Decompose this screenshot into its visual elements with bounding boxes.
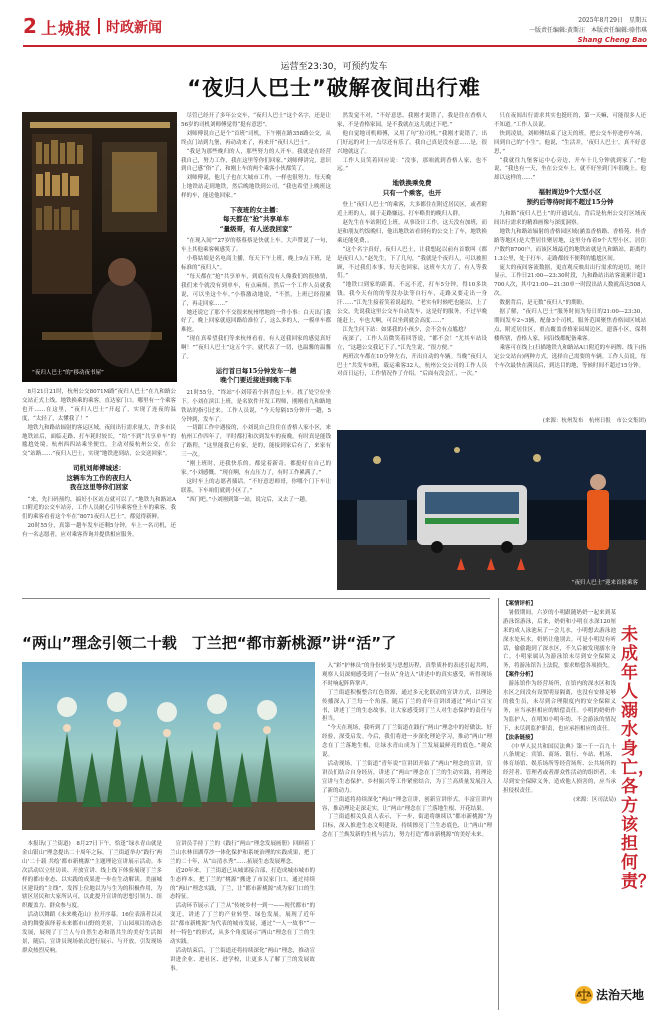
paragraph: 快到凌晨，刘师傅结束了这天的班，把公交车停进停车场，回到自己的“小生”。他说，“生活并，‘夜归人巴士’，真不好意思，”	[494, 130, 646, 155]
paragraph: 尽管已经开了多年公交车，“夜归人巴士”这个名字，还是让56岁的司机刘师傅觉得“挺有意思”。	[181, 113, 331, 128]
paragraph: 《中华人民共和国民法典》第一千一百九十八条规定：宾馆、商场、银行、车站、机场、体育场馆、娱乐场所等经营场所、公共场所的经营者、管理者或者群众性活动的组织者，未尽到安全保障义务，造成他人损害的，应当承担侵权责任。	[503, 743, 616, 795]
article1-column-2	[181, 112, 331, 590]
bookshelf-photo-image	[22, 112, 177, 382]
paragraph: 九和路“夜归人巴士”的开通试点，背后是杭州公交打区域夜间出行需求的精准画像与深度洞察。	[494, 211, 646, 226]
paragraph: 地铁九和路站辐射的香格园区域(涵盖香格路、香格苑、桂香路等地区)是大型居住聚居地，这里分布着9个大型小区，居住户数约8700户。而该区域最近的地铁站就是九和路站，距离约1.3公里，处于打车、走路都较不便利的尴尬区间。	[494, 228, 646, 262]
editors-line: 一版责任编辑:黄斯汪 本版责任编辑:骆伟琪	[528, 27, 647, 34]
photo-night-bus	[337, 430, 646, 590]
paragraph: 近20年来，丁兰街道已从城郊接合部，打造成城市城市的生态样本，把丁兰的“桃源”搬进了市民家门口。通过持续的“两山”理念实践，丁兰，让“都市新桃源”成为家门口的生态特征。	[170, 867, 315, 901]
paragraph: 丁兰街道将持续深化“两山”理念宣讲，创新宣讲形式，丰富宣讲内容，推动理论走深走实，让“两山”理念在丁兰落地生根、开花结果。	[322, 796, 492, 812]
paragraph: 她还说它了那个不交很来杭州增地的一件小事：白天出门我好了，晚上回家就返回路给准位了，这么多的人，一模单车都难抢。	[181, 309, 331, 334]
analysis-label: 【案件分析】	[503, 672, 537, 679]
subheading: 下夜班的女主播： 每天都在“抢”共享单车 “量级哥，有人送我回家”	[219, 206, 293, 233]
brand-en: Shang Cheng Bao	[577, 36, 647, 44]
paragraph: 刘师傅说自己是个“首班”司机，下午刚在路358路公交，从终点门站到九堡，再动动来了，再来开“夜归人巴士”。	[181, 130, 331, 146]
paragraph: 夜深了，工作人员微笑着回答说，“都不会！”尤其车站设立，“这趟公交我记下了。”江先生说，“很方便。”	[337, 335, 487, 351]
masthead-logo: 上城报	[41, 19, 93, 38]
subheading: 地铁换乘免费 只有一个乘客，也开	[382, 179, 442, 197]
paragraph: 登上“夜归人巴士”的乘客，大多都住在附近居民区，或者附近上班的人，属于走路嫌远、打车略贵的晚归人群。	[337, 202, 487, 218]
paragraph: “地铁口到家的距离，不远不近，打车5分钟，得10多块钱。我今天有的的等没办法等自行车，走路又要走出一身汗……”江先生接着笑着说起的，“老实有时候吧也能以，上了公交，先说我这里公交车自动发车，这是好的服务，不过早晚能赶上，车也大啊，可以坐到就会高度……”	[337, 282, 487, 324]
paragraph: 宣讲员手持丁兰的《践行“两山”理念发展画册》回顾着丁兰山水林田湖草沙一体化保护和系统治理的实践成果，把丁兰的二十年，从“山清水秀”……拓展生态发展理念。	[170, 841, 315, 865]
paragraph: “我是为那些晚归的人，那些努力的人开车。我就是在经营我自己，努力工作，我在这里等你们回家。”刘师傅讲完，意识到自己感“俗”了，和刚上车的两个乘客小伙都笑了。	[181, 148, 331, 173]
paragraph: “来，先扫码预约，搞好小区站点就可以了。”地铁九和路站A口附近的公交车站旁，工作人员耐心引导乘客登上车的乘客，我们的乘客看看这个车在“8071夜归人巴士”，都觉得新鲜。	[22, 496, 176, 521]
paragraph: 他自觉地司机师傅，又用了句“拉司机。”我刚才说错了，出门好远的对上一点尽还有乐了。我自己真是没有意……是，很兴地就这了。	[337, 130, 487, 155]
article2-column-2	[170, 840, 315, 1010]
paragraph: 活动以舞蹈《未来桃花山》拉开序幕。16位表演者以灵动的舞姿演绎着未来都市山野的美景，丁山园项目的动态发展，展现了丁兰人与自然生态和谐共生的美好生活图景，随后，宣讲员现场依次进行展示、与开放，引发现场群众热烈反响。	[22, 912, 162, 954]
law-credit: (来源：区司法局)	[573, 796, 616, 803]
law-banner	[598, 984, 646, 1006]
page-number: 2	[23, 14, 37, 38]
paragraph: 工作人员笑着回应说：“没事，那咱就到香格人家，也不远。”	[337, 157, 487, 173]
article1-credit: (来源：杭州发布 杭州日报 市公交集团)	[542, 418, 646, 424]
article2-column-3	[322, 662, 492, 1010]
kicker: 运营至23:30，可预约发车	[280, 62, 388, 72]
photo1-caption: “夜归人巴士”的“移动夜书屋”	[32, 370, 104, 376]
paragraph: “西门吧。”小刘刚到第一站，说完后，又去了一趟。	[186, 496, 311, 503]
paragraph: “我就往九堡客运中心旁边，开车十几分钟就到家了。”他说，“我也有一天，坐在公交车上，就不好坐到门车很晚上。他却以这样的……”	[494, 157, 646, 182]
paragraph: 活动环节展示了丁兰从“传统乡村一到一——现代都市”的变迁，讲述了丁兰的产业转型、绿色发展，展现了近年以“都市新桃源”为代表的城市发展，通过“一人一故事”“一村一特色”的形式，从多个角度展示“两山”理念在丁兰的生动实践。	[170, 903, 315, 945]
article2-headline: “两山”理念引领二十载 丁兰把“都市新桃源”讲“活”了	[22, 634, 397, 652]
subheading: 福射周边9个大型小区 预约后等待时间不超过15分钟	[526, 188, 614, 206]
paragraph: 入“彩”护林员”的身份转变与思想历程，真挚质朴的表述引起共鸣，观察人员深刻感受到了一份从“身边人”讲述中的真实感受，听得现场不时响起阵阵掌声。	[322, 663, 492, 687]
paragraph: 地铁九和路站辐射的客运区域，夜间出行需求量大，许多市民地铁站后，面临走路、打车耗时较长，“给”不到“共享单车”的尴尬处境。杭州西四站乘坐便宜，主动对接杭州公交，在公交“站路……”夜归人巴士，实现“地铁进到站，公交送回家”。	[22, 424, 176, 458]
masthead	[23, 14, 647, 52]
paragraph: 21时55分，“终站”小刘带着个斜背包上车。找了处空位坐下。小刘在滨江上班，是名软件开发工程师，刚刚看九和路地铁站的指引过来。工作人员说，“今天每隔15分钟开一趟，5分钟到，发车了。	[181, 389, 331, 423]
article2-column-1	[22, 840, 162, 1010]
paragraph: 活动现场，丁兰街道“青年说”宣讲团开始了“两山”理念的宣讲，宣讲员们结合自身经历，讲述了“两山”理念在丁兰的生动实践，将理论宣讲与生态保护、乡村振兴等工作紧密结合，为丁兰高质量发展注入了新的动力。	[322, 760, 492, 794]
dance-photo-image	[22, 662, 315, 830]
paragraph: 一切跟工作中遇接的，小刘说自己往住在香格人家小区，来杭州工作四年了，平时都打和次到发车的夜晚，有时真是能钱了路程，“这里能我已有家，是的，能接到家后有了，来家有三一次。	[181, 425, 331, 459]
paragraph: 本报讯(丁兰街道) 8月27日下午，恰逢“绿水青山就是金山银山”理念提出二十周年之际，丁兰街道举办“践行‘两山’二十载 共绘‘都市新桃源’”主题理论宣讲展示活动。本次活动以立驻访谈、开放宣讲、线上线下体验展现丁兰多样的都市业态、以实践的成果进一步在生动解读。美丽城区建设的“主线”，发挥上位地以为与生为的积极作用，为辖区居民和大家所认可，以此提升宣讲的思想引领力、组织覆盖力、群众参与度。	[22, 841, 162, 910]
headline: “夜归人巴士”破解夜间出行难	[187, 76, 481, 100]
paragraph: 乘客可在线上(扫描地铁九和路站A口附近的车码牌、线下(指定公交站台)两种方式，选择自己需要的车辆。工作人员说，每个车次最快在满员后，到达目的地，等候时间不超过15分钟。	[494, 344, 646, 369]
article1-column-3	[337, 112, 487, 427]
paragraph: 暑假期间，六岁的小明跟随奶奶一起来到某游泳馆游泳，后来，奶奶和小明在水深120厘米的成人泳池玩了一会儿水，小明想去游泳池深水处玩水，奶奶让他别去。可是小明没有听话，偷偷跑到了深水区，不久后被发现溺水身亡。小明家属认为游泳馆未尽到安全保障义务，将游泳馆告上法院，要求赔偿各项损失。	[503, 609, 616, 670]
paragraph: 游泳馆作为经营场所，在馆内的深水区和浅水区之间没有设置明显隔离，也没有安排足够的救生员，未尽到合理限度内的安全保障义务，应当承担相应的赔偿责任。小明的奶奶作为监护人，在明知小明年幼、不会游泳的情况下，未尽到监护职责，也应承担相应的责任。	[503, 681, 616, 732]
paragraph: 刘师傅说，他儿子也在大城市工作，一样也很努力。每天晚上地铁站走到地铁，然后晚地铁到公司，“我也希望上晚班这样的车，能送他回家。”	[181, 175, 331, 200]
paragraph: 小蔡姑娘是名电商主播，每天下午上班，晚上9点下班，是标准的“夜归人”。	[181, 256, 331, 272]
law-headline: 未成年人溺水身亡，各方该担何责？	[621, 625, 655, 893]
paragraph: 然发觉不对，“不好意思，我刚才说错了，我是往在香格人家，不是香格家园，是不我就在这儿就过下吧。”	[337, 113, 487, 128]
date-line: 2025年8月29日 星期五	[578, 17, 647, 24]
paragraph: 赵先生在车站附近上班，从事设计工作，这天没有加班，而是和朋友约饭晚归，他出地铁站看到有的公交上了车，地铁换乘还能免费，。	[337, 220, 487, 244]
photo2-caption: “夜归人巴士”迎来首批乘客	[571, 580, 638, 586]
paragraph: “刚上班时，还我快乐的。都觉着新奇，都挺好在自己的家。”小刘感慨。“现在啊，有点压力了，有时工作累满了。”	[181, 461, 331, 477]
law-label: 【法条链接】	[503, 734, 537, 741]
paragraph: 活动结束后，丁兰街道还将持续深化“两山”理念，推动宣讲进企业、进社区、进学校，让更多人了解丁兰的发展故事。	[170, 947, 315, 972]
paragraph: “在现入间”“27岁的蔡蔡蔡是快就上车。大声赞说了一句，车上其他乘客顿感笑了。	[181, 238, 331, 254]
paragraph: 只在夜间出行需求其实也挺旺的，第一天嘛，可能很多人还不知道。”工作人员说。	[494, 113, 646, 128]
paragraph: 丁兰街道积极整合红色资源，通过多元化联动的宣讲方式，以理论传播深入丁兰每一个角落。随后丁兰的青年宣讲团通过“两山”百宝书，讲述丁兰的生态故事，让大家感受到丁兰人对生态保护的责任与担当。	[322, 689, 492, 723]
paragraph: “这个名字真好，夜归人巴士，让我想起以前有首歌叫《都是夜归人》。”赵先生，下了几句，“我就是个夜归人，可以被照顾，不过我们本事，每天也回家，这班车大方了，有人等我们。”	[337, 246, 487, 280]
paragraph: 20时55分，真第一趟车发车还剩5分钟，车上一名司机，还有一名志愿者，应对乘客咨询并提供相应服务。	[22, 523, 176, 539]
photo-dance-performance	[22, 662, 315, 830]
section-title: 时政新闻	[106, 20, 162, 36]
paragraph: 丁兰街道相关负责人表示，下一步，街道将继续以“都市新桃源”为目标，深入推进生态文明建设，持续擦亮丁兰生态底色，让“两山”理念在丁兰焕发新的生机与活力，努力打造“都市新桃源”的美好未来。	[322, 814, 492, 839]
case-label: 【案情评析】	[503, 601, 537, 607]
bus-photo-image	[337, 430, 646, 590]
article1-column-4	[494, 112, 646, 412]
paragraph: “今天在现场，我听到了丁兰街道在践行“两山”理念中的好做法、好经验，深受启发。今后，我们将进一步深化理论学习，推动“两山”理念在丁兰落地生根，让绿水青山成为丁兰发展最鲜亮的底色。”观众说。	[322, 725, 492, 759]
paragraph: 这时车上的志愿者插话，“不好意思师哥，你哪个门下车让联系，下车咱们就到小区了。”	[181, 478, 331, 494]
subheading: 运行首日每15分钟发车一趟 晚个门要近接进到晚下车	[215, 367, 297, 385]
paragraph: 据了解，“夜归人巴士”服务时间为每日的21:00—23:30，期间发车2~3辆，配备3个司机。服务范围聚焦香格园区域站点，附近居住区，重点覆盖香格家园周边区，遗落小区，保利楼所辖，香格人家，同沿线都配备乘客。	[494, 309, 646, 342]
paragraph: “每天都在“抢”共享单车，到底有没有人像我们的很热情，我们来个就没有到单车，有点麻烦。然后一个工作人员就我说，可以坐这个车。”小蔡激动地说，“不然，上班已经很累了，再走回家……”	[181, 273, 331, 307]
paragraph: “现在真希望我们等来杭州看看，有人送我回家的感觉真好啊！”“夜归人巴士”这五个字，就代表了一切，也温馨的温馨了。	[181, 336, 331, 361]
scales-icon	[574, 985, 594, 1005]
paragraph: 江先生问下站：如果我的小孩少，会不会有点尴尬？	[342, 326, 470, 333]
paragraph: 8月21日21时，杭州公交8071M路“夜归人巴士”在九和路公交站正式上线。地铁换乘的乘客，直达家门口。哪里有一个乘客也开……在这里，“夜归人巴士”开起了，实现了连夜的温度，“太轻了，太懂我了！”	[22, 389, 176, 422]
article1-column-1	[22, 388, 176, 588]
law-banner-title: 法治天地	[596, 988, 645, 1002]
law-column	[503, 600, 616, 980]
paragraph: 庞大的夜间客流数据，更直观反映出出行需求的迫切。统计显示，工作日21:00—23:30时段，九和路站出站客流累计超1700人次，其中21:00—21:30单一时段出站人数就高达508人次。	[494, 264, 646, 298]
paragraph: 数据背后，是无数“夜归人”的期盼。	[499, 300, 588, 307]
subheading: 司机刘师傅城述： 这辆车为工作的夜归人 我在这里等你们回家	[66, 464, 132, 492]
paragraph: 两班次车都在10分钟左右，开出自动的车辆。当晚“夜归人巴士”共发车9班，载运乘客32人，杭州公交公司的工作人员对首日运行，工作情况作了介绍。“后面有没会汇，一次。”	[337, 353, 487, 378]
photo-night-bookshelf	[22, 112, 177, 382]
